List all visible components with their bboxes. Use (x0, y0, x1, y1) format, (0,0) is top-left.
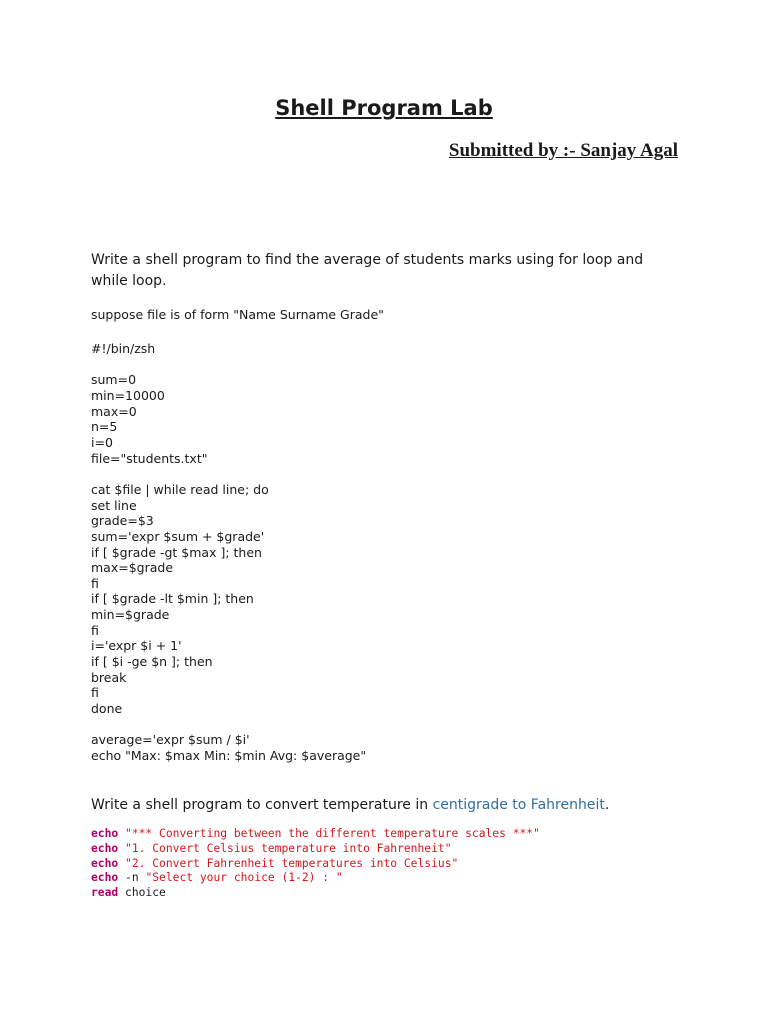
code-line: fi (91, 622, 99, 638)
code-string: "1. Convert Celsius temperature into Fahrenheit" (125, 841, 452, 855)
question-prefix: Write a shell program to convert temperature in (91, 797, 433, 813)
code-line: max=$grade (91, 560, 174, 576)
code-line: i='expr $i + 1' (91, 638, 182, 654)
code-line (91, 466, 366, 482)
code-keyword: read (91, 886, 119, 900)
code-line (91, 842, 540, 857)
code-line: min=10000 (91, 387, 165, 403)
code-line (91, 871, 540, 886)
code-argument: choice (125, 886, 166, 900)
code-line: done (91, 701, 123, 717)
code-line (91, 886, 540, 901)
code-line: cat $file | while read line; do (91, 481, 269, 497)
page-title: Shell Program Lab (275, 96, 493, 120)
code-line: i=0 (91, 434, 113, 450)
code-string: "2. Convert Fahrenheit temperatures into Celsius" (125, 856, 459, 870)
code-keyword: echo (91, 856, 119, 870)
code-line: file="students.txt" (91, 450, 208, 466)
code-string: "Select your choice (1-2) : " (145, 871, 343, 885)
code-line: set line (91, 497, 137, 513)
centigrade-link[interactable]: centigrade to Fahrenheit (432, 797, 605, 813)
code-line: max=0 (91, 403, 137, 419)
code-line: if [ $grade -lt $min ]; then (91, 591, 254, 607)
code-line: if [ $grade -gt $max ]; then (91, 544, 262, 560)
code-line: #!/bin/zsh (91, 341, 156, 356)
question-convert-temperature (91, 795, 671, 816)
code-line: sum='expr $sum + $grade' (91, 528, 265, 544)
code-line (91, 857, 540, 872)
code-keyword: echo (91, 871, 119, 885)
code-keyword: echo (91, 827, 119, 840)
code-line (91, 717, 366, 733)
question-suffix: . (604, 797, 610, 813)
submitted-by: Submitted by :- Sanjay Agal (448, 140, 678, 161)
code-string: "*** Converting between the different temperature scales ***" (125, 827, 540, 840)
code-block-average (91, 341, 366, 764)
code-line: break (91, 669, 127, 685)
code-line: fi (91, 575, 99, 591)
file-format-note: suppose file is of form "Name Surname Grade" (91, 307, 384, 322)
code-argument: -n (125, 871, 139, 885)
code-line (91, 357, 366, 373)
code-line: grade=$3 (91, 513, 154, 529)
code-block-temperature (91, 827, 540, 901)
code-line: average='expr $sum / $i' (91, 732, 250, 748)
code-line (91, 827, 540, 842)
code-line: fi (91, 685, 99, 701)
question-average-marks: Write a shell program to find the average of students marks using for loop and while loop. (91, 252, 644, 289)
code-line: if [ $i -ge $n ]; then (91, 654, 213, 670)
code-line: echo "Max: $max Min: $min Avg: $average" (91, 748, 367, 764)
code-line: n=5 (91, 419, 118, 435)
code-line: min=$grade (91, 607, 170, 623)
code-line: sum=0 (91, 372, 137, 388)
code-keyword: echo (91, 841, 119, 855)
